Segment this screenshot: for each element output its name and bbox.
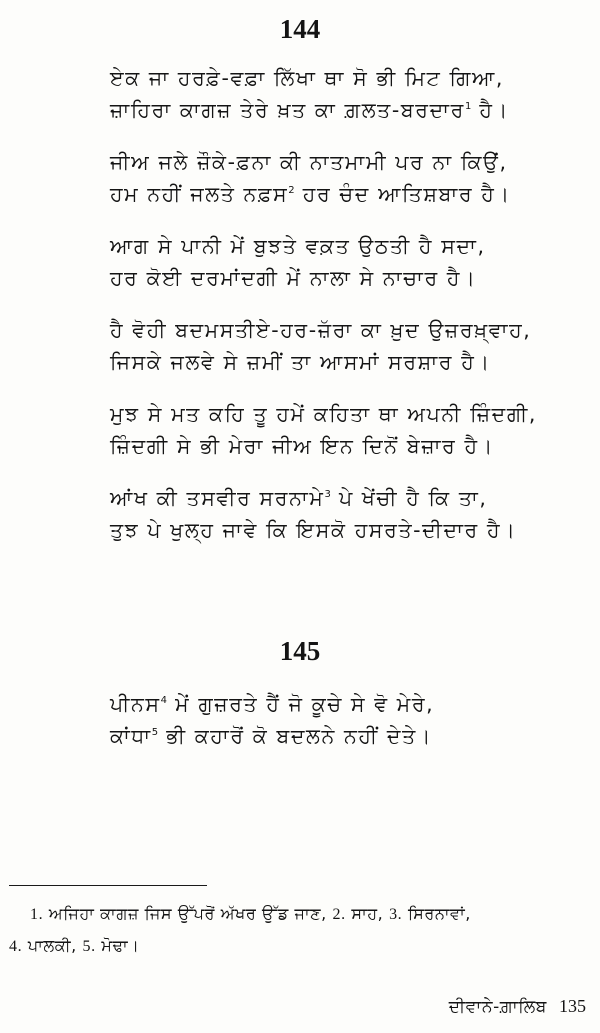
footnote-marker: 3 — [324, 489, 331, 501]
verse-line: ਮੁਝ ਸੇ ਮਤ ਕਹਿ ਤੂ ਹਮੇਂ ਕਹਿਤਾ ਥਾ ਅਪਨੀ ਜ਼ਿੰਦਗੀ, — [110, 402, 537, 426]
ghazal-number: 144 — [279, 14, 321, 44]
footnote-divider — [9, 885, 207, 886]
footnote-marker: 2 — [288, 185, 295, 197]
footnotes — [9, 898, 591, 962]
couplet — [110, 146, 590, 210]
couplet — [110, 314, 590, 378]
verse-line: ਜ਼ਿੰਦਗੀ ਸੇ ਭੀ ਮੇਰਾ ਜੀਅ ਇਨ ਦਿਨੋਂ ਬੇਜ਼ਾਰ ਹੈ। — [110, 434, 495, 458]
verse-line: ਜੀਅ ਜਲੇ ਜ਼ੌਕੇ-ਫ਼ਨਾ ਕੀ ਨਾਤਮਾਮੀ ਪਰ ਨਾ ਕਿਉਂ, — [110, 150, 508, 174]
verse-line: ਹਰ ਕੋਈ ਦਰਮਾਂਦਗੀ ਮੇਂ ਨਾਲਾ ਸੇ ਨਾਚਾਰ ਹੈ। — [110, 266, 477, 290]
verse-line: ਆਗ ਸੇ ਪਾਨੀ ਮੇਂ ਬੁਝਤੇ ਵਕ਼ਤ ਉਠਤੀ ਹੈ ਸਦਾ, — [110, 234, 486, 258]
verse-line: ਪੀਨਸ$^4$ ਮੇਂ ਗੁਜ਼ਰਤੇ ਹੈਂ ਜੋ ਕੂਚੇ ਸੇ ਵੋ ਮੇਰੇ, — [110, 692, 435, 716]
couplet — [110, 62, 590, 126]
verse-line: ਏਕ ਜਾ ਹਰਫ਼ੇ-ਵਫ਼ਾ ਲਿੱਖਾ ਥਾ ਸੋ ਭੀ ਮਿਟ ਗਿਆ, — [110, 66, 504, 90]
book-title: ਦੀਵਾਨੇ-ਗ਼ਾਲਿਬ — [448, 997, 547, 1017]
verse-line: ਜਿਸਕੇ ਜਲਵੇ ਸੇ ਜ਼ਮੀਂ ਤਾ ਆਸਮਾਂ ਸਰਸ਼ਾਰ ਹੈ। — [110, 350, 491, 374]
footnote-marker: 5 — [151, 727, 159, 739]
page-number: 135 — [559, 996, 586, 1016]
verse-line: ਹੈ ਵੋਹੀ ਬਦਮਸਤੀਏ-ਹਰ-ਜ਼ੱਰਾ ਕਾ ਖ਼ੁਦ ਉਜ਼ਰਖ਼੍ਵਾਹ, — [110, 318, 532, 342]
footnote-marker: 1 — [464, 101, 472, 113]
verse-line: ਜ਼ਾਹਿਰਾ ਕਾਗਜ਼ ਤੇਰੇ ਖ਼ਤ ਕਾ ਗ਼ਲਤ-ਬਰਦਾਰ$^1$ ਹੈ। — [110, 98, 510, 122]
verse-line: ਤੁਝ ਪੇ ਖੁਲ੍ਹ ਜਾਵੇ ਕਿ ਇਸਕੋ ਹਸਰਤੇ-ਦੀਦਾਰ ਹੈ। — [110, 518, 517, 542]
running-footer — [449, 994, 586, 1019]
footnote-line: 1. ਅਜਿਹਾ ਕਾਗਜ਼ ਜਿਸ ਉੱਪਰੋਂ ਅੱਖਰ ਉੱਡ ਜਾਣ, 2. ਸਾਹ, 3. ਸਿਰਨਾਵਾਂ, — [30, 904, 471, 923]
footnote-line: 4. ਪਾਲਕੀ, 5. ਮੋਢਾ। — [9, 936, 140, 955]
couplet — [110, 398, 590, 462]
couplet — [110, 482, 590, 546]
couplet — [110, 230, 590, 294]
ghazal-number: 145 — [279, 636, 321, 666]
couplet — [110, 688, 590, 752]
verse-line: ਕਾਂਧਾ$^5$ ਭੀ ਕਹਾਰੋਂ ਕੋ ਬਦਲਨੇ ਨਹੀਂ ਦੇਤੇ। — [110, 724, 433, 748]
verse-line: ਆਂਖ ਕੀ ਤਸਵੀਰ ਸਰਨਾਮੇ$^3$ ਪੇ ਖੇਂਚੀ ਹੈ ਕਿ ਤਾ, — [110, 486, 488, 510]
footnote-marker: 4 — [160, 695, 168, 707]
verse-line: ਹਮ ਨਹੀਂ ਜਲਤੇ ਨਫ਼ਸ$^2$ ਹਰ ਚੰਦ ਆਤਿਸ਼ਬਾਰ ਹੈ। — [110, 182, 511, 206]
